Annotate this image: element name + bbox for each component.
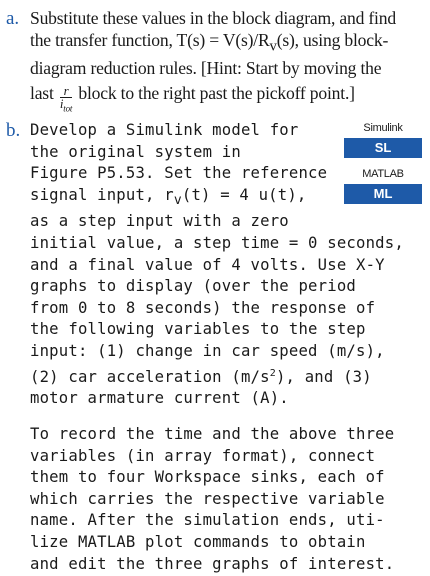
rv-subscript: v [269, 38, 277, 55]
problem-b-line-13: motor armature current (A). [30, 389, 289, 408]
problem-b-line-10: the following variables to the step [30, 320, 366, 339]
transfer-function-text: the transfer function, T(s) = V(s)/R [30, 29, 270, 50]
problem-b-line-1: Develop a Simulink model for [30, 121, 299, 139]
problem-b-line-4: signal input, $r_v(t) = 4$ u(t), [30, 185, 307, 208]
problem-a-line-2 [30, 30, 420, 58]
problem-b-para2-line-7: and edit the three graphs of interest. [30, 554, 395, 573]
problem-b-line-12: (2) car acceleration $(m/s^2)$, and (3) [30, 367, 372, 386]
problem-b-line-9: from 0 to 8 seconds) the response of [30, 298, 376, 317]
problem-b-para2-line-1: To record the time and the above three [30, 425, 395, 444]
hint-tail-text: block to the right past the pickoff point.] [78, 83, 355, 104]
problem-a-marker: a. [6, 8, 20, 29]
problem-b-line-8: graphs to display (over the period [30, 277, 356, 296]
hint-last-text: last [30, 83, 54, 104]
fraction-numerator: r [60, 85, 72, 98]
problem-a-text [30, 8, 420, 115]
fraction-denominator: $i_{tot}$ [59, 96, 73, 114]
problem-b-para2-line-3: them to four Workspace sinks, each of [30, 468, 385, 487]
simulink-label: Simulink [363, 122, 403, 134]
matlab-label: MATLAB [362, 168, 404, 180]
problem-b-line-7: and a final value of 4 volts. Use X-Y [30, 255, 385, 274]
r-over-itot-fraction [60, 85, 72, 115]
problem-b-line-3: Figure P5.53. Set the reference [30, 164, 328, 183]
problem-b-line-2: the original system in [30, 142, 241, 161]
problem-a-line-3: diagram reduction rules. [Hint: Start by moving the [30, 57, 382, 78]
problem-b-para2-line-5: name. After the simulation ends, uti- [30, 511, 385, 530]
problem-b-para2-line-4: which carries the respective variable [30, 489, 385, 508]
simulink-badge: SL [344, 138, 422, 158]
problem-a-line-1: Substitute these values in the block diagram, and find [30, 8, 396, 28]
transfer-function-tail: (s), using block- [276, 29, 389, 50]
problem-a-line-4 [30, 83, 420, 115]
problem-b-line-5: as a step input with a zero [30, 212, 289, 231]
problem-b-para2-line-2: variables (in array format), connect [30, 446, 376, 465]
problem-b-line-11: input: (1) change in car speed (m/s), [30, 342, 385, 361]
matlab-tool [344, 168, 422, 204]
matlab-badge: ML [344, 184, 422, 204]
problem-b-marker: b. [6, 120, 21, 141]
problem-b-para2-line-6: lize MATLAB plot commands to obtain [30, 532, 366, 551]
problem-b-line-6: initial value, a step time = 0 seconds, [30, 234, 404, 253]
simulink-tool [344, 122, 422, 158]
